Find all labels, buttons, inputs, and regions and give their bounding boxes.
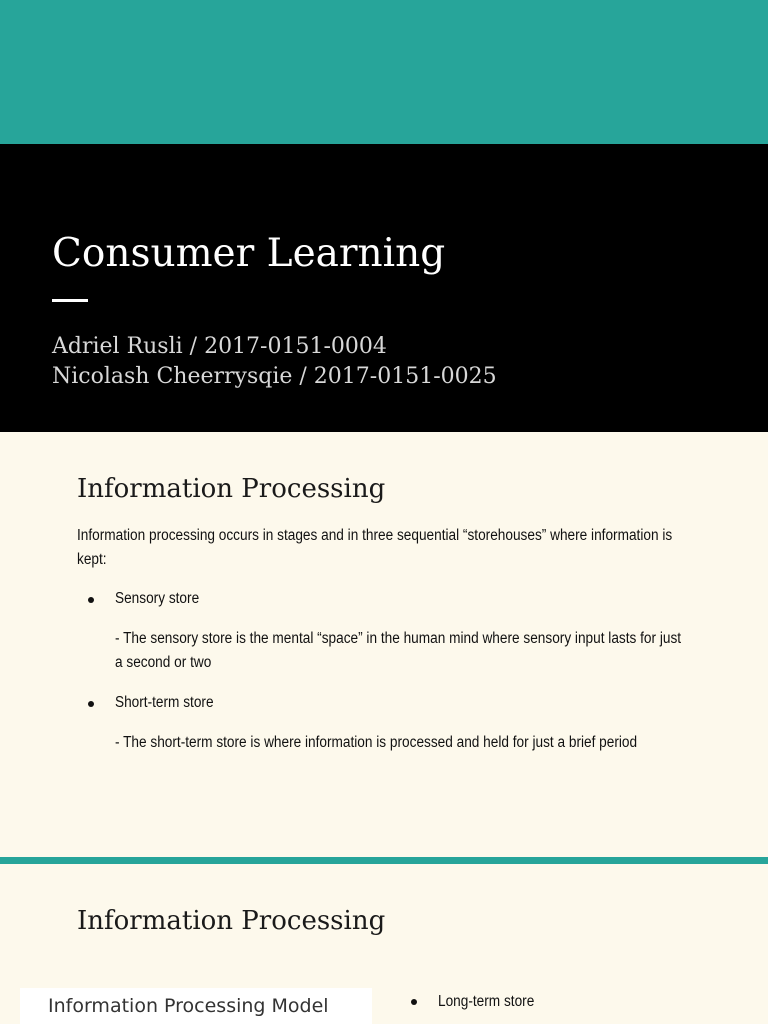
slide-heading: Information Processing bbox=[77, 906, 386, 936]
title-underline bbox=[52, 299, 88, 302]
bullet-label-sensory-store: Sensory store bbox=[115, 590, 200, 607]
bullet-description: - The short-term store is where information is processed and held for just a brief period bbox=[115, 734, 638, 751]
author-line: Adriel Rusli / 2017-0151-0004 bbox=[52, 334, 387, 359]
author-line: Nicolash Cheerrysqie / 2017-0151-0025 bbox=[52, 364, 497, 389]
model-title: Information Processing Model bbox=[48, 995, 329, 1017]
intro-paragraph: Information processing occurs in stages and in three sequential “storehouses” where information is kept: bbox=[77, 527, 673, 568]
slide-divider bbox=[0, 857, 768, 864]
bullet-icon bbox=[88, 701, 94, 707]
slide-heading: Information Processing bbox=[77, 474, 386, 504]
bullet-icon bbox=[411, 999, 417, 1005]
bullet-label-long-term-store: Long-term store bbox=[438, 993, 535, 1010]
bullet-label-short-term-store: Short-term store bbox=[115, 694, 214, 711]
bullet-description: - The sensory store is the mental “space” in the human mind where sensory input lasts for just a second or two bbox=[115, 630, 682, 671]
model-figure bbox=[20, 988, 372, 1024]
presentation-title: Consumer Learning bbox=[52, 231, 446, 276]
bullet-icon bbox=[88, 597, 94, 603]
top-accent-band bbox=[0, 0, 768, 144]
